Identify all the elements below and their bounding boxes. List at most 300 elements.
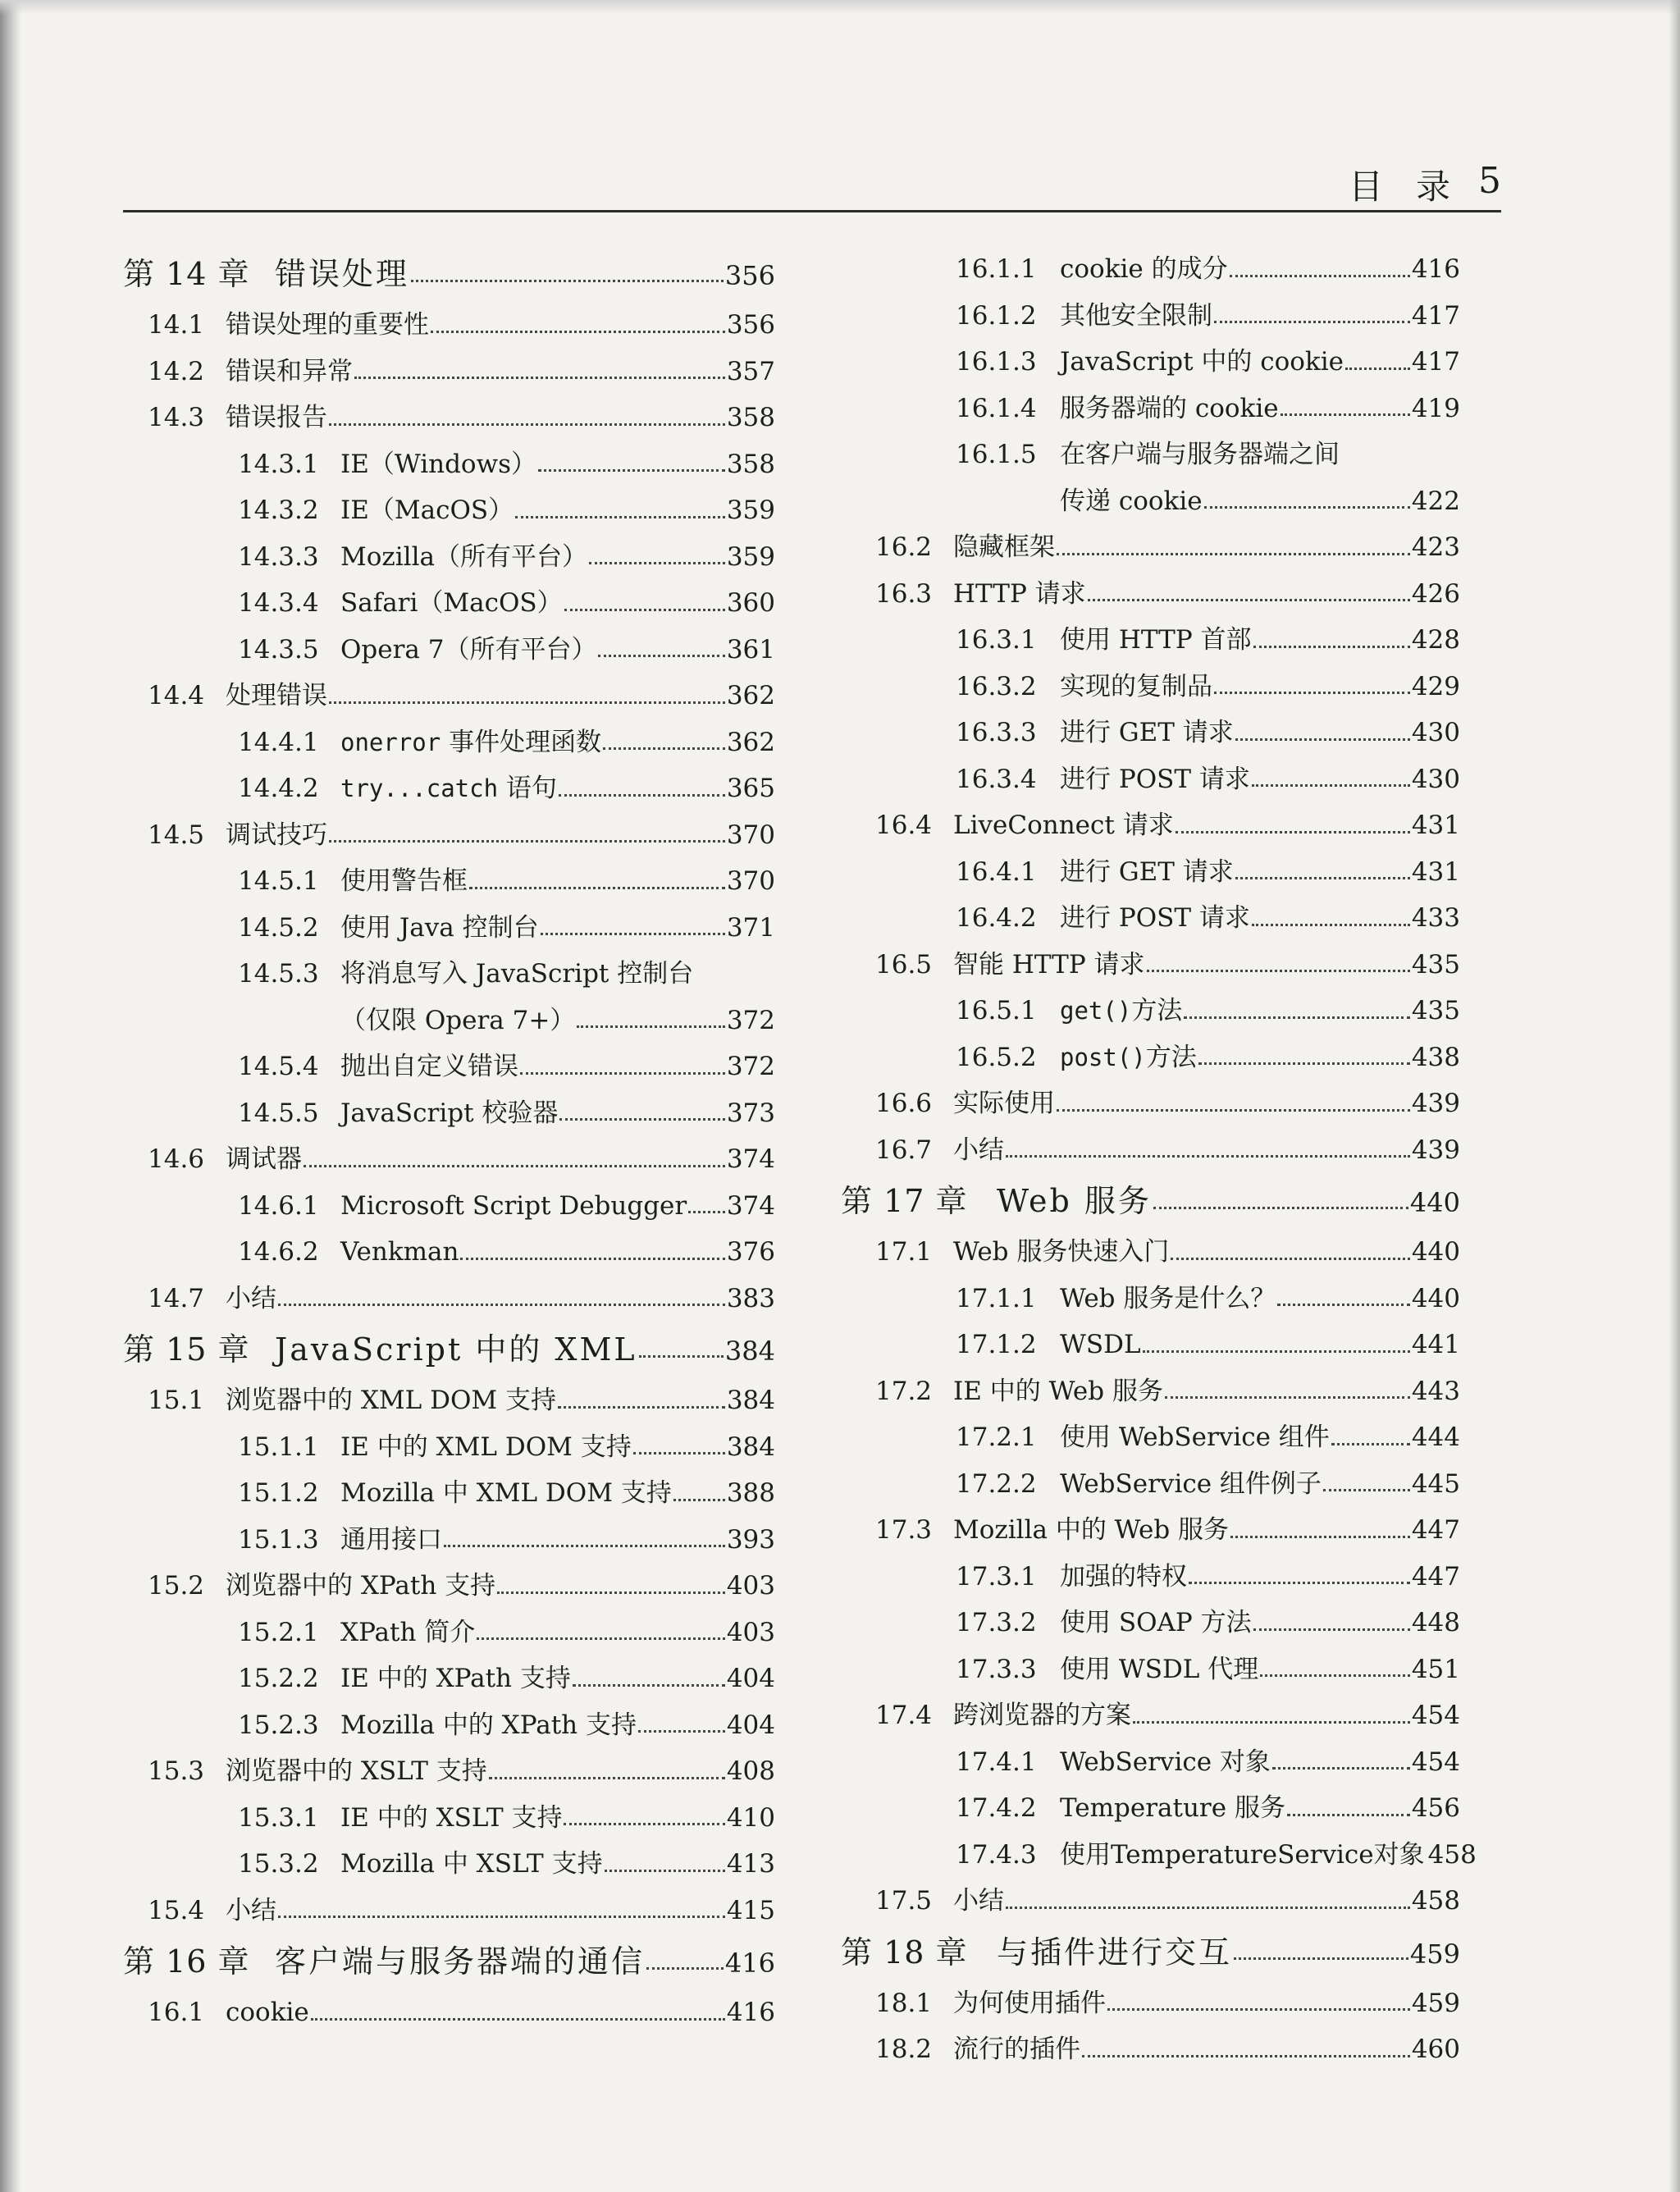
toc-entry-number: 16.5: [875, 949, 933, 980]
dot-leader: [354, 377, 725, 379]
toc-entry-number: 17.3: [875, 1515, 933, 1545]
dot-leader: [1281, 413, 1410, 416]
toc-entry-number: 16.5.2: [956, 1042, 1037, 1072]
toc-entry-title: （仅限 Opera 7+）: [340, 1005, 576, 1035]
toc-entry-title: WebService 组件例子: [1060, 1468, 1322, 1499]
toc-entry-sub[interactable]: [123, 765, 775, 812]
toc-entry-title: 进行 GET 请求: [1060, 856, 1234, 887]
toc-entry-number: 16.1.2: [956, 300, 1037, 331]
toc-entry-number: 16.3.2: [956, 671, 1037, 701]
toc-entry-page: 362: [726, 727, 775, 757]
toc-entry-title: 使用TemperatureService对象: [1060, 1839, 1425, 1870]
toc-entry-page: 438: [1411, 1042, 1460, 1072]
toc-entry-sub[interactable]: [841, 1461, 1460, 1508]
toc-entry-title: Microsoft Script Debugger: [340, 1190, 687, 1221]
toc-entry-sub[interactable]: [841, 1414, 1460, 1461]
toc-entry-page: 429: [1411, 671, 1460, 701]
toc-entry-number: 14.5.4: [238, 1052, 319, 1081]
toc-entry-sub[interactable]: [123, 627, 775, 674]
toc-entry-number: 15.2.3: [238, 1710, 319, 1740]
toc-entry-number: 16.1: [148, 1998, 205, 2027]
toc-entry-number: 14.3.5: [238, 634, 319, 664]
dot-leader: [688, 1211, 725, 1213]
dot-leader: [564, 609, 725, 611]
toc-entry-sec[interactable]: [123, 1748, 775, 1795]
toc-entry-title: LiveConnect 请求: [953, 811, 1174, 840]
toc-entry-page: 439: [1411, 1135, 1460, 1165]
dot-leader: [1253, 646, 1410, 648]
toc-entry-sec[interactable]: [841, 1507, 1460, 1554]
toc-entry-sub[interactable]: [123, 1610, 775, 1656]
scan-shadow-right: [1669, 0, 1680, 2192]
header-page-number: 5: [1478, 160, 1501, 202]
dot-leader: [1230, 1536, 1410, 1538]
toc-entry-number: 15.3.1: [238, 1802, 319, 1833]
toc-entry-number: 16.1.3: [956, 347, 1037, 377]
toc-entry-page: 356: [726, 310, 775, 340]
toc-entry-page: 384: [726, 1432, 775, 1462]
toc-entry-number: 16.5.1: [956, 996, 1037, 1025]
toc-entry-title: 服务器端的 cookie: [1060, 393, 1279, 423]
toc-entry-number: 17.1.2: [956, 1330, 1037, 1359]
toc-entry-sec[interactable]: [841, 1127, 1460, 1174]
toc-entry-number: 14.5.2: [238, 912, 319, 943]
toc-entry-page: 431: [1411, 856, 1460, 887]
toc-entry-page: 417: [1411, 347, 1460, 377]
dot-leader: [577, 1025, 725, 1028]
toc-entry-number: 16.2: [875, 532, 933, 562]
toc-entry-title: 调试器: [226, 1144, 302, 1174]
toc-entry-page: 431: [1411, 811, 1460, 840]
toc-entry-title: 智能 HTTP 请求: [953, 949, 1145, 980]
toc-entry-number: 17.3.3: [956, 1654, 1037, 1684]
dot-leader: [1171, 1258, 1409, 1260]
toc-entry-number: 17.1.1: [956, 1283, 1037, 1313]
toc-entry-number: 15.2.2: [238, 1664, 319, 1693]
toc-entry-number: 14.4.1: [238, 727, 319, 757]
toc-entry-title: Temperature 服务: [1060, 1793, 1285, 1823]
dot-leader: [1057, 553, 1410, 555]
toc-entry-sub[interactable]: [123, 1424, 775, 1471]
toc-entry-number: 16.1.1: [956, 254, 1037, 284]
toc-entry-page: 417: [1411, 300, 1460, 331]
toc-entry-title: 其他安全限制: [1060, 300, 1212, 331]
toc-entry-sec[interactable]: [841, 2026, 1460, 2073]
dot-leader: [1331, 1443, 1410, 1445]
toc-entry-sub[interactable]: [841, 895, 1460, 942]
toc-entry-page: 451: [1411, 1654, 1460, 1684]
toc-entry-title: 处理错误: [226, 681, 327, 710]
toc-entry-page: 448: [1411, 1608, 1460, 1637]
toc-entry-title: IE 中的 XML DOM 支持: [340, 1432, 632, 1462]
toc-entry-number: 第 16 章: [123, 1943, 250, 1980]
toc-entry-sub[interactable]: [123, 1183, 775, 1230]
toc-entry-sec[interactable]: [841, 1368, 1460, 1415]
toc-entry-title: Opera 7（所有平台）: [340, 634, 597, 664]
toc-entry-number: 14.6: [148, 1144, 205, 1174]
toc-entry-title: 浏览器中的 XPath 支持: [226, 1571, 496, 1601]
toc-entry-page: 440: [1409, 1187, 1460, 1218]
toc-entry-number: 17.2.2: [956, 1468, 1037, 1499]
toc-entry-title: JavaScript 校验器: [340, 1098, 559, 1128]
toc-entry-sec[interactable]: [123, 1888, 775, 1934]
toc-entry-number: 14.3.2: [238, 495, 319, 525]
toc-entry-title: 加强的特权: [1060, 1561, 1187, 1591]
toc-entry-page: 362: [726, 681, 775, 710]
toc-entry-sub[interactable]: [123, 580, 775, 627]
dot-leader: [329, 840, 725, 843]
toc-entry-number: 14.4.2: [238, 774, 319, 803]
toc-entry-page: 459: [1409, 1938, 1460, 1970]
toc-entry-page: 447: [1411, 1561, 1460, 1591]
toc-entry-title: HTTP 请求: [953, 578, 1086, 609]
dot-leader: [411, 280, 724, 282]
toc-entry-sec[interactable]: [841, 1692, 1460, 1739]
toc-entry-title: 小结: [953, 1886, 1004, 1916]
toc-entry-title: 在客户端与服务器端之间: [1060, 440, 1340, 469]
toc-entry-title: 错误报告: [226, 403, 327, 432]
toc-entry-number: 15.1.2: [238, 1478, 319, 1508]
toc-entry-sub[interactable]: [841, 293, 1460, 340]
toc-entry-sub[interactable]: [841, 1034, 1460, 1081]
toc-entry-page: 440: [1411, 1283, 1460, 1313]
toc-entry-page: 384: [726, 1386, 775, 1415]
dot-leader: [469, 887, 725, 889]
toc-entry-number: 15.3: [148, 1756, 205, 1786]
toc-entry-title: Web 服务快速入门: [953, 1237, 1170, 1267]
toc-entry-sub[interactable]: [841, 664, 1460, 710]
toc-entry-sub[interactable]: [841, 1600, 1460, 1646]
toc-entry-number: 16.6: [875, 1089, 933, 1118]
dot-leader: [603, 747, 725, 750]
toc-entry-title: 使用 Java 控制台: [340, 912, 539, 943]
dot-leader: [520, 1072, 725, 1075]
toc-entry-page: 371: [726, 912, 775, 943]
toc-entry-number: 17.2.1: [956, 1423, 1037, 1452]
toc-entry-page: 357: [726, 356, 775, 386]
dot-leader: [1235, 738, 1410, 741]
dot-leader: [1082, 2055, 1410, 2057]
toc-entry-sub[interactable]: [841, 849, 1460, 896]
toc-entry-page: 408: [726, 1756, 775, 1786]
dot-leader: [515, 516, 725, 518]
toc-entry-title: cookie 的成分: [1060, 254, 1228, 284]
dot-leader: [489, 1777, 725, 1779]
toc-entry-sub[interactable]: [841, 1832, 1477, 1879]
toc-entry-cont[interactable]: [841, 478, 1460, 525]
toc-entry-sub[interactable]: [841, 246, 1460, 293]
toc-entry-title: Web 服务是什么？: [1060, 1283, 1276, 1313]
toc-entry-page: 441: [1411, 1330, 1460, 1359]
toc-entry-sub[interactable]: [123, 1090, 775, 1137]
toc-entry-page: 415: [726, 1895, 775, 1925]
toc-entry-number: 15.2: [148, 1571, 205, 1601]
toc-entry-sub[interactable]: [123, 858, 775, 905]
toc-entry-chap[interactable]: [841, 1173, 1460, 1229]
toc-entry-number: 15.1: [148, 1386, 205, 1415]
toc-entry-sub[interactable]: [841, 1554, 1460, 1601]
toc-entry-number: 17.4: [875, 1701, 933, 1730]
toc-entry-page: 419: [1411, 393, 1460, 423]
toc-entry-sec[interactable]: [123, 1136, 775, 1183]
toc-left-column: [123, 246, 775, 2036]
toc-entry-page: 444: [1411, 1423, 1460, 1452]
toc-entry-title: Venkman: [340, 1237, 459, 1267]
toc-entry-sub[interactable]: [841, 1646, 1460, 1693]
toc-entry-page: 430: [1411, 718, 1460, 747]
toc-entry-title: 将消息写入 JavaScript 控制台: [340, 959, 694, 989]
running-header: [123, 160, 1501, 209]
toc-entry-sub[interactable]: [123, 1795, 775, 1842]
toc-entry-sec[interactable]: [841, 942, 1460, 989]
toc-entry-sub[interactable]: [123, 905, 775, 952]
toc-entry-number: 16.3: [875, 578, 933, 609]
toc-entry-page: 460: [1411, 2034, 1460, 2064]
toc-entry-sub[interactable]: [123, 719, 775, 766]
toc-entry-chap[interactable]: [123, 246, 775, 302]
toc-entry-sub[interactable]: [841, 1739, 1460, 1786]
toc-entry-sub[interactable]: [841, 1785, 1460, 1832]
dot-leader: [541, 933, 725, 935]
toc-entry-title: 浏览器中的 XML DOM 支持: [226, 1386, 556, 1415]
toc-entry-sec[interactable]: [123, 395, 775, 441]
toc-entry-sec[interactable]: [123, 302, 775, 349]
toc-entry-sec[interactable]: [841, 802, 1460, 849]
toc-entry-sub[interactable]: [841, 756, 1460, 803]
toc-entry-number: 18.2: [875, 2034, 933, 2064]
dot-leader: [311, 2018, 725, 2021]
toc-entry-sub[interactable]: [841, 617, 1460, 664]
toc-entry-number: 第 18 章: [841, 1934, 968, 1971]
toc-entry-page: 358: [726, 449, 775, 479]
toc-entry-page: 384: [724, 1336, 775, 1367]
toc-entry-number: 17.4.2: [956, 1793, 1037, 1823]
toc-entry-sub[interactable]: [123, 487, 775, 534]
dot-leader: [304, 1165, 725, 1167]
toc-entry-title: 为何使用插件: [953, 1988, 1106, 2018]
toc-entry-sec[interactable]: [123, 1989, 775, 2036]
toc-entry-title: 使用 WebService 组件: [1060, 1423, 1330, 1452]
toc-entry-page: 403: [726, 1617, 775, 1647]
dot-leader: [1176, 831, 1410, 833]
dot-leader: [598, 655, 724, 657]
toc-entry-number: 14.6.1: [238, 1190, 319, 1221]
toc-entry-title: 使用 SOAP 方法: [1060, 1608, 1252, 1637]
toc-entry-sec[interactable]: [841, 1080, 1460, 1127]
toc-entry-sub[interactable]: [123, 534, 775, 581]
toc-entry-sub[interactable]: [841, 1276, 1460, 1322]
toc-entry-page: 456: [1411, 1793, 1460, 1823]
dot-leader: [1287, 1814, 1410, 1816]
toc-entry-number: 16.3.3: [956, 718, 1037, 747]
dot-leader: [1088, 599, 1410, 601]
toc-entry-page: 440: [1411, 1237, 1460, 1267]
toc-entry-number: 14.5.5: [238, 1098, 319, 1128]
toc-entry-page: 372: [726, 1005, 775, 1035]
toc-entry-sec[interactable]: [841, 571, 1460, 618]
toc-entry-sub[interactable]: [123, 1702, 775, 1749]
toc-entry-chap[interactable]: [841, 1925, 1460, 1980]
toc-entry-sub[interactable]: [841, 386, 1460, 432]
toc-entry-sec[interactable]: [123, 1563, 775, 1610]
toc-entry-title: cookie: [226, 1998, 309, 2027]
toc-entry-page: 435: [1411, 996, 1460, 1025]
dot-leader: [646, 1967, 724, 1970]
toc-entry-number: 第 15 章: [123, 1331, 250, 1368]
toc-entry-sub[interactable]: [123, 1229, 775, 1276]
toc-entry-page: 430: [1411, 764, 1460, 794]
toc-entry-title: onerror 事件处理函数: [340, 727, 602, 757]
toc-entry-number: 17.4.1: [956, 1747, 1037, 1777]
dot-leader: [1323, 1489, 1410, 1491]
toc-entry-title: 进行 POST 请求: [1060, 764, 1250, 794]
toc-entry-title: Mozilla 中 XML DOM 支持: [340, 1478, 672, 1508]
toc-entry-sub[interactable]: [841, 1322, 1460, 1368]
toc-entry-title: 与插件进行交互: [997, 1934, 1233, 1971]
toc-entry-title: Mozilla 中的 XPath 支持: [340, 1710, 637, 1740]
toc-entry-page: 372: [726, 1052, 775, 1081]
toc-entry-number: 17.3.2: [956, 1608, 1037, 1637]
toc-entry-page: 423: [1411, 532, 1460, 562]
toc-entry-number: 18.1: [875, 1988, 933, 2018]
toc-entry-page: 370: [726, 866, 775, 896]
toc-entry-title: get()方法: [1060, 996, 1183, 1025]
toc-entry-number: 17.2: [875, 1376, 933, 1406]
header-title-char: 目: [1348, 167, 1385, 207]
toc-entry-sec[interactable]: [123, 812, 775, 859]
toc-entry-sub[interactable]: [123, 951, 775, 998]
toc-entry-number: 14.6.2: [238, 1237, 319, 1267]
toc-entry-sub[interactable]: [841, 339, 1460, 386]
toc-entry-title: 小结: [226, 1283, 276, 1313]
toc-entry-sub[interactable]: [841, 432, 1460, 478]
toc-entry-number: 16.3.1: [956, 625, 1037, 655]
toc-entry-title: 流行的插件: [953, 2034, 1080, 2064]
toc-entry-sec[interactable]: [123, 1276, 775, 1322]
toc-entry-title: 跨浏览器的方案: [953, 1701, 1131, 1730]
toc-entry-page: 435: [1411, 949, 1460, 980]
toc-entry-title: 错误和异常: [226, 356, 353, 386]
toc-entry-sec[interactable]: [123, 1377, 775, 1424]
dot-leader: [1057, 1109, 1410, 1112]
toc-entry-number: 15.1.3: [238, 1524, 319, 1555]
toc-entry-page: 410: [726, 1802, 775, 1833]
toc-entry-sub[interactable]: [123, 1470, 775, 1517]
toc-entry-page: 416: [1411, 254, 1460, 284]
toc-entry-title: 错误处理的重要性: [226, 310, 429, 340]
dot-leader: [589, 562, 725, 564]
toc-entry-title: 小结: [953, 1135, 1004, 1165]
toc-entry-sub[interactable]: [123, 1517, 775, 1564]
toc-entry-chap[interactable]: [123, 1322, 775, 1377]
toc-entry-page: 422: [1411, 486, 1460, 516]
toc-entry-title: 传递 cookie: [1060, 486, 1203, 516]
toc-entry-number: 17.3.1: [956, 1561, 1037, 1591]
dot-leader: [1133, 1721, 1410, 1724]
toc-entry-sec[interactable]: [841, 524, 1460, 571]
toc-entry-number: 14.3.3: [238, 541, 319, 572]
toc-entry-number: 14.3: [148, 403, 205, 432]
toc-entry-sub[interactable]: [841, 988, 1460, 1034]
toc-entry-number: 17.5: [875, 1886, 933, 1916]
toc-entry-number: 14.5: [148, 820, 205, 850]
dot-leader: [633, 1452, 725, 1454]
toc-entry-title: Safari（MacOS）: [340, 588, 563, 618]
toc-entry-sub[interactable]: [123, 441, 775, 488]
toc-entry-title: try...catch 语句: [340, 774, 557, 803]
toc-entry-number: 15.4: [148, 1895, 205, 1925]
dot-leader: [1214, 692, 1410, 694]
toc-entry-number: 16.1.5: [956, 440, 1037, 469]
dot-leader: [1345, 368, 1410, 370]
toc-entry-page: 454: [1411, 1701, 1460, 1730]
toc-entry-sub[interactable]: [841, 710, 1460, 756]
toc-entry-number: 17.1: [875, 1237, 933, 1267]
dot-leader: [558, 1406, 725, 1409]
dot-leader: [278, 1916, 725, 1918]
toc-entry-page: 359: [726, 495, 775, 525]
toc-entry-sec[interactable]: [123, 349, 775, 395]
toc-entry-page: 443: [1411, 1376, 1460, 1406]
dot-leader: [639, 1355, 724, 1358]
toc-entry-page: 358: [726, 403, 775, 432]
toc-entry-sub[interactable]: [123, 1841, 775, 1888]
toc-entry-title: JavaScript 中的 XML: [275, 1331, 637, 1368]
dot-leader: [278, 1304, 725, 1306]
toc-entry-title: IE（Windows）: [340, 449, 537, 479]
toc-entry-chap[interactable]: [123, 1934, 775, 1989]
toc-entry-page: 370: [726, 820, 775, 850]
toc-entry-page: 376: [726, 1237, 775, 1267]
dot-leader: [1147, 970, 1410, 972]
toc-entry-page: 404: [726, 1710, 775, 1740]
dot-leader: [673, 1499, 725, 1501]
toc-entry-page: 416: [726, 1998, 775, 2027]
toc-entry-page: 374: [726, 1144, 775, 1174]
dot-leader: [538, 469, 725, 472]
dot-leader: [477, 1637, 725, 1640]
toc-entry-sub[interactable]: [123, 1655, 775, 1702]
toc-entry-number: 第 14 章: [123, 256, 250, 292]
toc-entry-page: 361: [726, 634, 775, 664]
toc-entry-number: 14.5.1: [238, 866, 319, 896]
toc-entry-sec[interactable]: [841, 1878, 1460, 1925]
toc-entry-sub[interactable]: [123, 1043, 775, 1090]
toc-entry-sec[interactable]: [123, 673, 775, 719]
header-rule: [123, 210, 1501, 212]
dot-leader: [564, 1823, 724, 1825]
toc-entry-number: 第 17 章: [841, 1183, 968, 1219]
toc-entry-cont[interactable]: [123, 998, 775, 1044]
toc-entry-sec[interactable]: [841, 1229, 1460, 1276]
toc-entry-page: 433: [1411, 903, 1460, 933]
toc-entry-page: 374: [726, 1190, 775, 1221]
dot-leader: [573, 1684, 725, 1687]
toc-entry-title: JavaScript 中的 cookie: [1060, 347, 1344, 377]
toc-entry-title: 调试技巧: [226, 820, 327, 850]
toc-entry-title: WSDL: [1060, 1330, 1141, 1359]
toc-entry-title: 进行 POST 请求: [1060, 903, 1250, 933]
header-title: [1317, 160, 1452, 209]
dot-leader: [329, 701, 725, 704]
toc-entry-title: IE 中的 XPath 支持: [340, 1664, 571, 1693]
dot-leader: [1107, 2008, 1410, 2011]
scan-shadow-left: [0, 0, 21, 2192]
toc-entry-page: 383: [726, 1283, 775, 1313]
toc-entry-number: 14.7: [148, 1283, 205, 1313]
toc-entry-sec[interactable]: [841, 1980, 1460, 2027]
dot-leader: [1143, 1350, 1410, 1353]
